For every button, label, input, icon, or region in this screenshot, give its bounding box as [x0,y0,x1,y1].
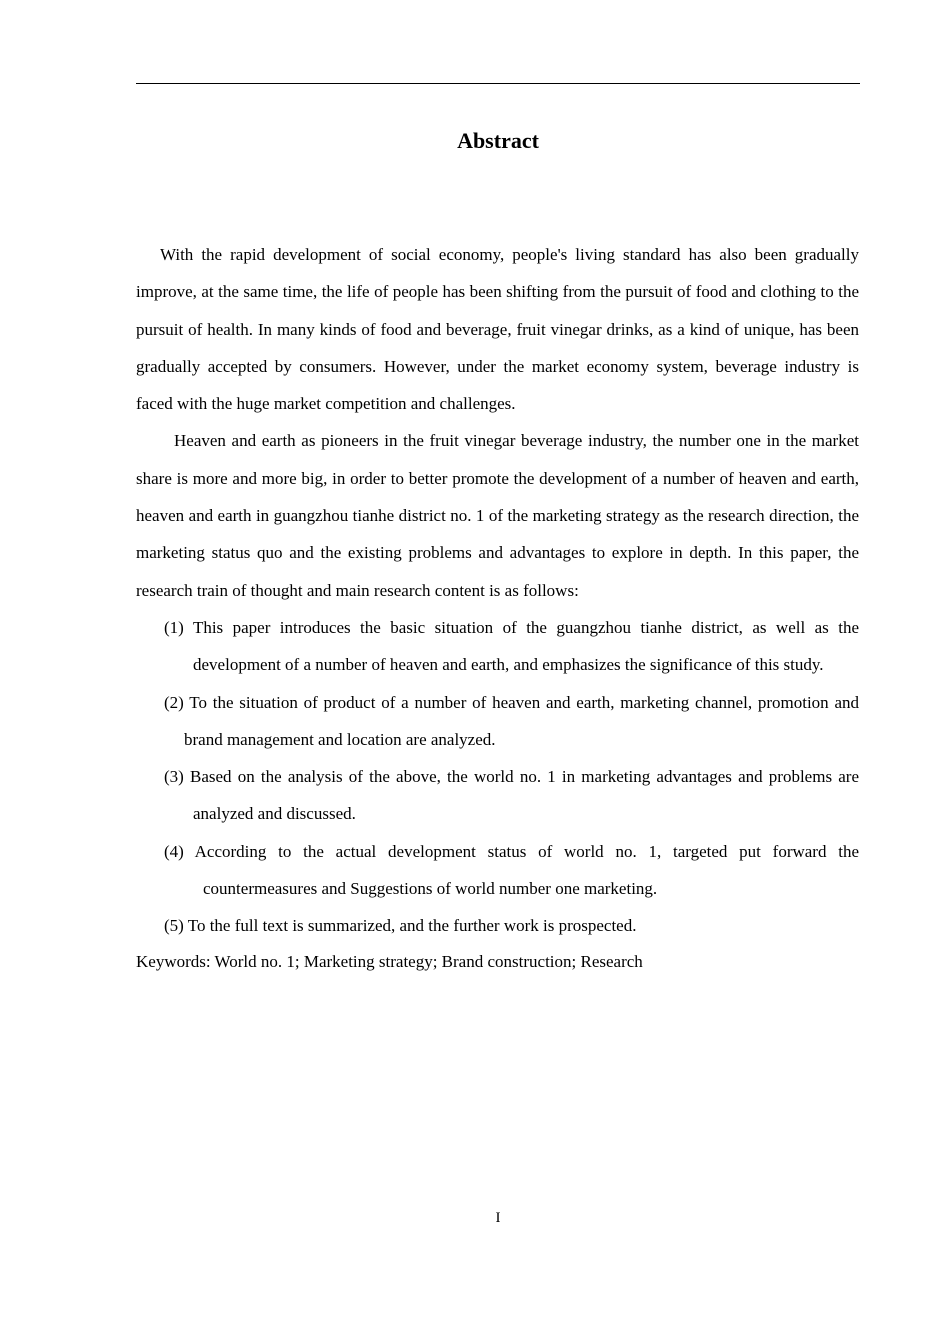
abstract-body [136,236,859,979]
list-item-5: (5) To the full text is summarized, and the further work is prospected. [164,916,637,936]
abstract-paragraph-2: Heaven and earth as pioneers in the fruit vinegar beverage industry, the number one in the market share is more and more big, in order to better promote the development of a number of heaven and earth, heaven and earth in guangzhou tianhe district no. 1 of the marketing strategy as the research direction, the marketing status quo and the existing problems and advantages to explore in depth. In this paper, the research train of thought and main research content is as follows: [136,431,859,600]
abstract-paragraph-1: With the rapid development of social economy, people's living standard has also been gradually improve, at the same time, the life of people has been shifting from the pursuit of food and clothing to the pursuit of health. In many kinds of food and beverage, fruit vinegar drinks, as a kind of unique, has been gradually accepted by consumers. However, under the market economy system, beverage industry is faced with the huge market competition and challenges. [136,245,859,414]
keywords: Keywords: World no. 1; Marketing strategy; Brand construction; Research [136,951,643,971]
list-item-1: (1) This paper introduces the basic situation of the guangzhou tianhe district, as well as the development of a number of heaven and earth, and emphasizes the significance of this study. [164,617,859,675]
list-item-2: (2) To the situation of product of a number of heaven and earth, marketing channel, promotion and brand management and location are analyzed. [164,692,859,749]
list-item-4: (4) According to the actual development status of world no. 1, targeted put forward the countermeasures and Suggestions of world number one marketing. [164,841,859,899]
header-rule [136,83,860,84]
list-item-3: (3) Based on the analysis of the above, the world no. 1 in marketing advantages and problems are analyzed and discussed. [164,767,859,824]
page-number: I [495,1210,501,1226]
page-title: Abstract [457,128,539,153]
